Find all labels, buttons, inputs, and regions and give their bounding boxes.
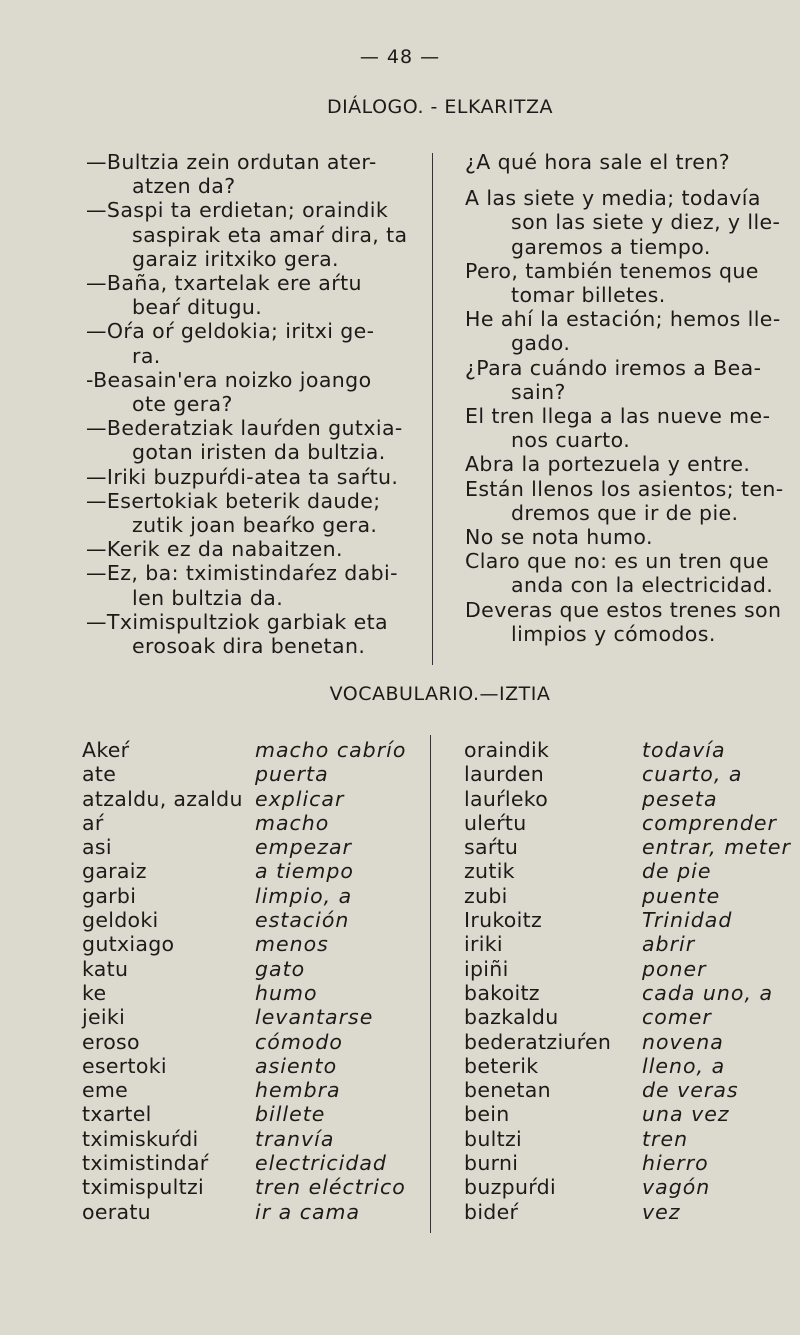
page-number: — 48 — (359, 46, 441, 68)
dialog-line (465, 477, 800, 525)
vocab-entry: de veras (642, 1078, 739, 1103)
vocab-entry: geldoki (82, 908, 159, 933)
vocab-entry: entrar, meter (642, 835, 791, 860)
dialog-line (465, 150, 800, 174)
dialog-line (86, 610, 416, 658)
dialog-line (86, 271, 416, 319)
vocab-entry: explicar (255, 786, 345, 811)
vocab-entry: aŕ (82, 810, 104, 835)
vocab-entry: bultzi (464, 1126, 522, 1151)
vocab-entry: ir a cama (255, 1199, 361, 1224)
vocab-entry: gutxiago (82, 932, 175, 957)
vocab-entry: limpio, a (255, 883, 353, 908)
dialog-text: Abra la portezuela y entre. (465, 452, 751, 477)
dialog-spanish-column (465, 150, 800, 646)
vocab-entry: cómodo (255, 1029, 343, 1054)
vocab-entry: abrir (642, 932, 696, 957)
dialog-line (86, 489, 416, 537)
dialog-line (86, 561, 416, 609)
vocab-entry: oeratu (82, 1199, 151, 1224)
vocab-entry: comer (642, 1005, 712, 1030)
dialog-text: —Baña, txartelak ere aŕtu (86, 271, 362, 296)
vocab-entry: bideŕ (464, 1199, 519, 1224)
vocab-entry: esertoki (82, 1053, 167, 1078)
vocab-right-spanish-column (642, 738, 791, 1224)
dialog-text: gado. (511, 331, 571, 356)
vocab-entry: ipiñi (464, 956, 509, 981)
vocab-entry: macho cabrío (255, 738, 407, 762)
dialog-text: saspirak eta amaŕ dira, ta (132, 222, 408, 247)
dialog-basque-column (86, 150, 416, 658)
vocab-entry: estación (255, 908, 350, 933)
vocab-entry: lauŕleko (464, 786, 549, 811)
vocab-entry: zubi (464, 883, 508, 908)
vocab-entry: garbi (82, 883, 137, 908)
dialog-line (86, 150, 416, 198)
dialog-text: No se nota humo. (465, 525, 653, 550)
vocab-entry: levantarse (255, 1005, 374, 1030)
dialog-text: —Bultzia zein ordutan ater- (86, 150, 377, 174)
vocab-entry: ate (82, 762, 117, 787)
vocab-entry: laurden (464, 762, 545, 787)
vocab-entry: eme (82, 1078, 129, 1103)
dialog-line (465, 259, 800, 307)
dialog-text: El tren llega a las nueve me- (465, 404, 771, 429)
dialog-text: gotan iristen da bultzia. (132, 440, 386, 465)
dialog-text: —Ez, ba: tximistindaŕez dabi- (86, 561, 398, 586)
vocab-entry: Akeŕ (82, 738, 130, 762)
dialog-line (465, 598, 800, 646)
dialog-line (465, 404, 800, 452)
vocab-entry: bakoitz (464, 980, 540, 1005)
vocab-entry: Trinidad (642, 908, 733, 933)
dialog-text: atzen da? (132, 174, 236, 199)
dialog-text: garemos a tiempo. (511, 234, 711, 259)
dialog-line (465, 452, 800, 476)
dialog-text: zutik joan beaŕko gera. (132, 513, 378, 538)
dialog-text: ra. (132, 343, 161, 368)
dialog-line (465, 525, 800, 549)
vocab-entry: vagón (642, 1175, 711, 1200)
dialog-text: ¿A qué hora sale el tren? (465, 150, 730, 174)
vocab-left-spanish-column (255, 738, 406, 1224)
vocab-entry: tximispultzi (82, 1175, 205, 1200)
vocab-entry: eroso (82, 1029, 140, 1054)
vocab-entry: jeiki (82, 1005, 126, 1030)
vocab-entry: benetan (464, 1078, 551, 1103)
vocab-entry: Irukoitz (464, 908, 543, 933)
dialog-text: Deveras que estos trenes son (465, 597, 782, 622)
vocab-entry: iriki (464, 932, 503, 957)
vocab-entry: hierro (642, 1151, 709, 1176)
vocab-entry: vez (642, 1199, 681, 1224)
vocab-entry: empezar (255, 835, 352, 860)
vocab-entry: saŕtu (464, 835, 519, 860)
vocab-entry: tranvía (255, 1126, 335, 1151)
dialog-line (86, 198, 416, 271)
vocab-entry: cuarto, a (642, 762, 743, 787)
vocab-entry: lleno, a (642, 1053, 726, 1078)
dialog-line (465, 307, 800, 355)
vocab-entry: tximistindaŕ (82, 1151, 209, 1176)
vocab-entry: buzpuŕdi (464, 1175, 556, 1200)
vocab-entry: garaiz (82, 859, 147, 884)
vocab-left-basque-column (82, 738, 243, 1224)
vocab-entry: macho (255, 810, 330, 835)
dialog-text: -Beasain'era noizko joango (86, 367, 372, 392)
dialog-line (86, 416, 416, 464)
vocab-entry: asiento (255, 1053, 338, 1078)
dialog-text: limpios y cómodos. (511, 621, 716, 646)
vocab-entry: ke (82, 980, 107, 1005)
vocab-entry: billete (255, 1102, 326, 1127)
vocab-entry: peseta (642, 786, 718, 811)
dialog-text: —Tximispultziok garbiak eta (86, 609, 388, 634)
dialog-text: garaiz iritxiko gera. (132, 246, 339, 271)
vocab-entry: katu (82, 956, 129, 981)
vocab-entry: una vez (642, 1102, 730, 1127)
dialog-text: dremos que ir de pie. (511, 500, 739, 525)
vocab-entry: txartel (82, 1102, 152, 1127)
vocab-entry: tren (642, 1126, 689, 1151)
dialog-text: beaŕ ditugu. (132, 295, 263, 320)
dialog-text: erosoak dira benetan. (132, 634, 366, 659)
dialog-text: Pero, también tenemos que (465, 258, 759, 283)
dialog-text: sain? (511, 379, 566, 404)
dialog-text: —Iriki buzpuŕdi-atea ta saŕtu. (86, 464, 399, 489)
vocab-entry: comprender (642, 810, 777, 835)
vocab-entry: asi (82, 835, 112, 860)
vocab-entry: poner (642, 956, 707, 981)
vocab-entry: oraindik (464, 738, 550, 762)
vocab-entry: de pie (642, 859, 712, 884)
vocab-entry: humo (255, 980, 318, 1005)
vocab-entry: burni (464, 1151, 519, 1176)
dialog-text: Claro que no: es un tren que (465, 549, 769, 574)
dialog-text: —Saspi ta erdietan; oraindik (86, 198, 389, 223)
dialog-text: anda con la electricidad. (511, 573, 774, 598)
vocab-entry: puente (642, 883, 721, 908)
vocab-entry: bein (464, 1102, 510, 1127)
dialog-text: —Oŕa oŕ geldokia; iritxi ge- (86, 319, 375, 344)
vocab-entry: atzaldu, azaldu (82, 786, 243, 811)
dialog-line (86, 537, 416, 561)
dialog-line (465, 186, 800, 259)
vocab-entry: tximiskuŕdi (82, 1126, 199, 1151)
vocab-entry: uleŕtu (464, 810, 527, 835)
column-divider (432, 153, 433, 665)
dialog-text: len bultzia da. (132, 585, 284, 610)
dialog-text: Están llenos los asientos; ten- (465, 476, 784, 501)
vocab-entry: tren eléctrico (255, 1175, 406, 1200)
vocab-entry: todavía (642, 738, 726, 762)
dialog-text: son las siete y diez, y lle- (511, 210, 781, 235)
vocab-divider (430, 735, 431, 1233)
dialog-line (465, 549, 800, 597)
dialog-title: DIÁLOGO. - ELKARITZA (326, 96, 554, 118)
dialog-line (86, 319, 416, 367)
vocab-entry: menos (255, 932, 329, 957)
vocab-entry: bazkaldu (464, 1005, 559, 1030)
vocab-entry: beterik (464, 1053, 539, 1078)
vocab-entry: zutik (464, 859, 515, 884)
dialog-text: —Bederatziak lauŕden gutxia- (86, 416, 403, 441)
dialog-text: —Esertokiak beterik daude; (86, 488, 381, 513)
vocab-entry: electricidad (255, 1151, 387, 1176)
vocab-entry: hembra (255, 1078, 341, 1103)
dialog-text: —Kerik ez da nabaitzen. (86, 537, 343, 562)
vocab-entry: novena (642, 1029, 724, 1054)
vocab-entry: puerta (255, 762, 329, 787)
vocab-right-basque-column (464, 738, 611, 1224)
dialog-line (86, 465, 416, 489)
dialog-text: nos cuarto. (511, 428, 631, 453)
dialog-line (86, 368, 416, 416)
vocab-title: VOCABULARIO.—IZTIA (329, 683, 551, 705)
vocab-entry: cada uno, a (642, 980, 774, 1005)
dialog-text: ¿Para cuándo iremos a Bea- (465, 355, 762, 380)
vocab-entry: bederatziuŕen (464, 1029, 612, 1054)
vocab-entry: a tiempo (255, 859, 354, 884)
dialog-text: A las siete y media; todavía (465, 186, 761, 211)
dialog-text: ote gera? (132, 392, 233, 417)
dialog-line (465, 356, 800, 404)
dialog-text: tomar billetes. (511, 283, 666, 308)
dialog-text: He ahí la estación; hemos lle- (465, 307, 781, 332)
vocab-entry: gato (255, 956, 306, 981)
